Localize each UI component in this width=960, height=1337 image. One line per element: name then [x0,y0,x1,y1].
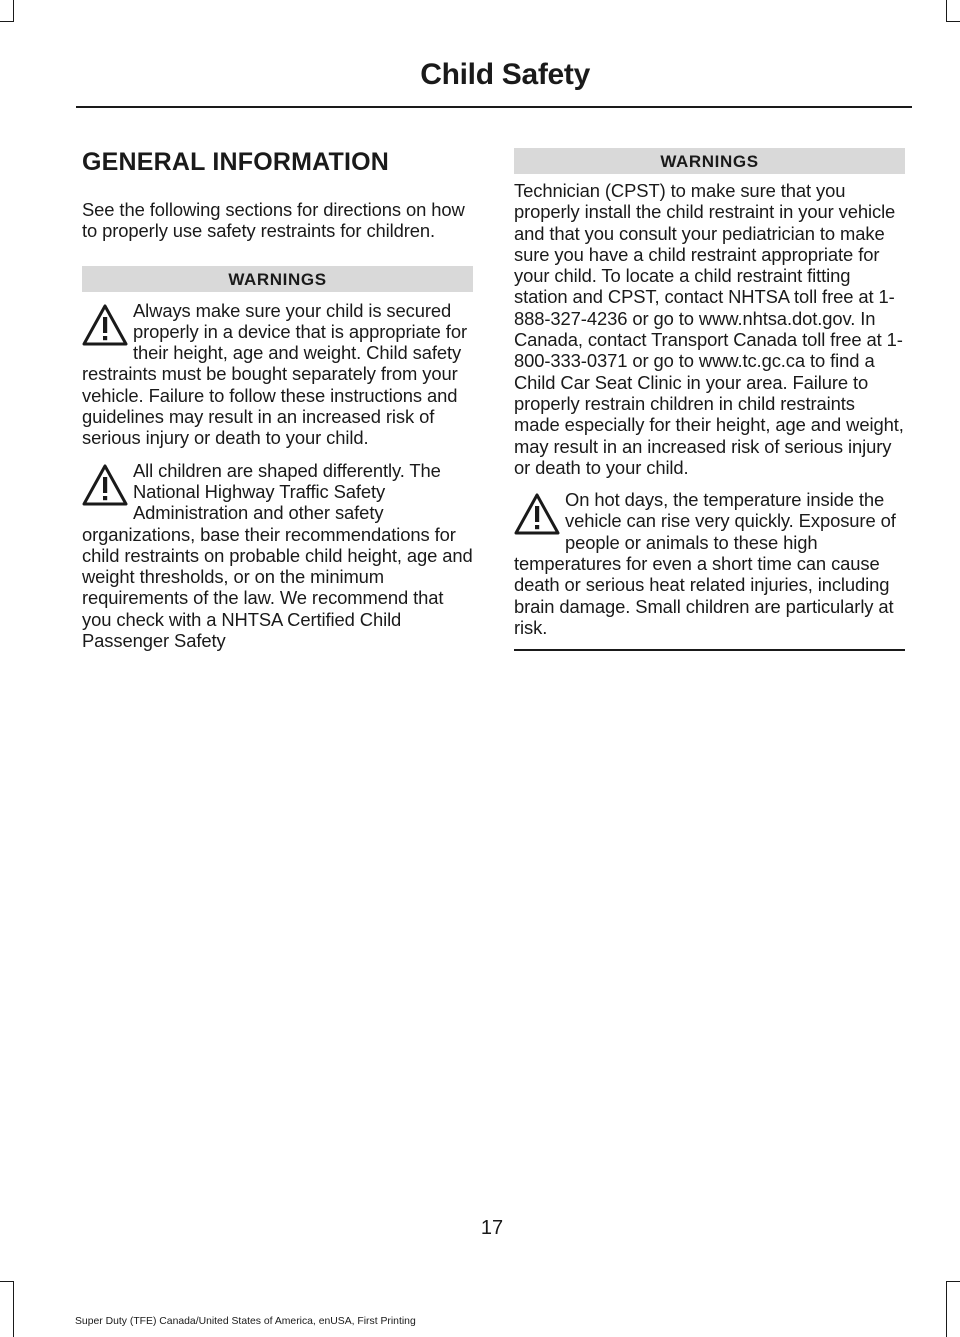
crop-mark [0,21,14,22]
warning-text: All children are shaped differently. The National Highway Traffic Safety Administration and other safety organizations, base their recommendations for child restraints on probable child height, age and weight thresholds, or on the minimum requirements of the law. We recommend that you check with a NHTSA Certified Child Passenger Safety [82,459,473,652]
page-title: Child Safety [420,58,590,91]
left-column [82,148,473,662]
crop-mark [13,0,14,22]
warning-triangle-icon [512,490,562,542]
warning-item [514,489,905,638]
warning-text: On hot days, the temperature inside the vehicle can rise very quickly. Exposure of people or animals to these high temperatures for even a short time can cause death or serious heat related injuries, including brain damage. Small children are particularly at risk. [514,489,896,638]
crop-mark [13,1281,14,1337]
warnings-end-divider [514,649,905,651]
header-divider [76,106,912,108]
warnings-banner: WARNINGS [514,148,905,174]
warning-triangle-icon [80,301,130,353]
intro-paragraph: See the following sections for directions on how to properly use safety restraints for children. [82,199,465,242]
crop-mark [0,1281,14,1282]
crop-mark [946,1281,960,1282]
section-heading: GENERAL INFORMATION [82,148,390,176]
warning-continued-text: Technician (CPST) to make sure that you properly install the child restraint in your vehicle and that you consult your pediatrician to make sure you have a child restraint appropriate for your child. To locate a child restraint fitting station and CPST, contact NHTSA toll free at 1-888-327-4236 or go to www.nhtsa.dot.gov. In Canada, contact Transport Canada toll free at 1-800-333-0371 or go to www.tc.gc.ca to find a Child Car Seat Clinic in your area. Failure to properly restrain children in child restraints made especially for their height, age and weight, may result in an increased risk of serious injury or death to your child. [514,180,904,478]
warnings-banner: WARNINGS [82,266,473,292]
crop-mark [946,21,960,22]
warning-text: Always make sure your child is secured properly in a device that is appropriate for their height, age and weight. Child safety restraints must be bought separately from your vehicle. Failure to follow these instructions and guidelines may result in an increased risk of serious injury or death to your child. [82,299,467,449]
page-number: 17 [480,1217,504,1239]
warning-item [82,460,473,652]
crop-mark [946,0,947,22]
crop-mark [946,1281,947,1337]
warning-item [82,300,473,449]
warning-triangle-icon [80,461,130,513]
edition-footer: Super Duty (TFE) Canada/United States of America, enUSA, First Printing [75,1316,416,1327]
right-column [514,148,905,651]
